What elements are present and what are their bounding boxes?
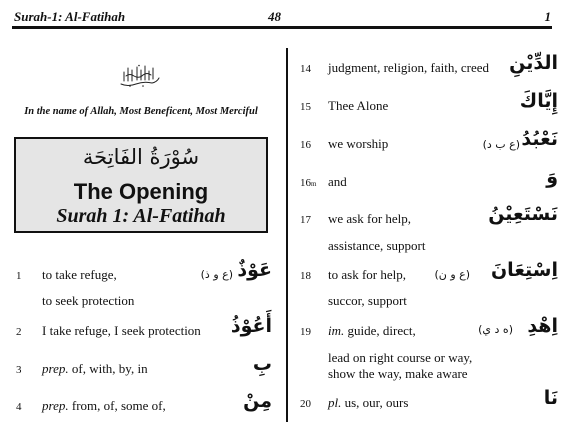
meaning-text: us, our, ours — [344, 395, 409, 410]
entry-number: 3 — [16, 364, 22, 376]
meaning-text: from, of, some of, — [71, 398, 166, 413]
surah-title-box — [14, 137, 268, 233]
entry-meaning-continued: succor, support — [328, 293, 407, 308]
entry-arabic-word: أَعُوْذُ — [230, 315, 272, 337]
surah-title-arabic: سُوْرَةُ الفَاتِحَة — [82, 145, 200, 169]
entry-arabic-word: بِ — [252, 353, 272, 375]
header-page-number: 48 — [268, 9, 281, 24]
entry-arabic-word: إِيَّاكَ — [519, 90, 558, 112]
entry-root-letters: (ع و ن) — [434, 268, 470, 281]
grammar-tag: prep. — [42, 398, 69, 413]
entry-meaning — [328, 323, 416, 339]
entry-meaning-continued: show the way, make aware — [328, 366, 468, 381]
entry-arabic-word: نَسْتَعِيْنُ — [488, 203, 558, 225]
header-chapter-number: 1 — [544, 9, 551, 24]
entry-number — [300, 177, 316, 189]
entry-arabic-word: نَعْبُدُ — [521, 128, 558, 150]
entry-meaning-continued: to seek protection — [42, 293, 135, 308]
entry-arabic-word: اِهْدِ — [527, 315, 558, 337]
entry-arabic-word: اِسْتِعَانَ — [490, 259, 558, 281]
bismillah-calligraphy — [118, 64, 162, 90]
entry-meaning: and — [328, 174, 347, 189]
grammar-tag: im. — [328, 323, 345, 338]
entry-number: 20 — [300, 398, 311, 410]
entry-number: 4 — [16, 401, 22, 413]
entry-number: 17 — [300, 214, 311, 226]
entry-arabic-word: نَا — [543, 387, 558, 409]
entry-meaning-continued: lead on right course or way, — [328, 350, 473, 365]
entry-number: 14 — [300, 63, 311, 75]
entry-meaning: to take refuge, — [42, 267, 117, 282]
entry-meaning: judgment, religion, faith, creed — [328, 60, 490, 75]
entry-arabic-word: عَوْذٌ — [237, 259, 272, 281]
entry-arabic-word: مِنْ — [243, 390, 272, 412]
entry-number: 19 — [300, 326, 311, 338]
number-suffix: m — [311, 180, 317, 188]
entry-meaning: Thee Alone — [328, 98, 389, 113]
header-rule — [12, 26, 552, 29]
number-text: 16 — [300, 177, 311, 189]
entry-number: 1 — [16, 270, 22, 282]
grammar-tag: prep. — [42, 361, 69, 376]
entry-arabic-word: الدِّيْنِ — [509, 52, 558, 74]
entry-meaning: we ask for help, — [328, 211, 412, 226]
entry-meaning: to ask for help, — [328, 267, 406, 282]
entry-meaning: I take refuge, I seek protection — [42, 323, 201, 338]
surah-title-english: The Opening — [73, 179, 209, 204]
meaning-text: of, with, by, in — [71, 361, 148, 376]
bismillah-translation: In the name of Allah, Most Beneficent, Most Merciful — [24, 106, 258, 117]
entry-root-letters: (ع و ذ) — [200, 268, 233, 281]
entry-meaning — [328, 395, 408, 411]
meaning-text: guide, direct, — [347, 323, 416, 338]
entry-number: 16 — [300, 139, 311, 151]
entry-meaning — [42, 361, 148, 377]
entry-number: 18 — [300, 270, 311, 282]
entry-meaning: we worship — [328, 136, 389, 151]
entry-number: 2 — [16, 326, 22, 338]
entry-meaning — [42, 398, 166, 414]
grammar-tag: pl. — [328, 395, 342, 410]
column-divider — [286, 48, 288, 422]
surah-subtitle: Surah 1: Al-Fatihah — [56, 205, 226, 227]
entry-number: 15 — [300, 101, 311, 113]
entry-root-letters: (ع ب د) — [482, 138, 520, 151]
entry-arabic-word: وَ — [546, 166, 558, 188]
header-surah-label: Surah-1: Al-Fatihah — [14, 9, 126, 24]
entry-meaning-continued: assistance, support — [328, 238, 426, 253]
entry-root-letters: (ه د ي) — [478, 323, 513, 336]
